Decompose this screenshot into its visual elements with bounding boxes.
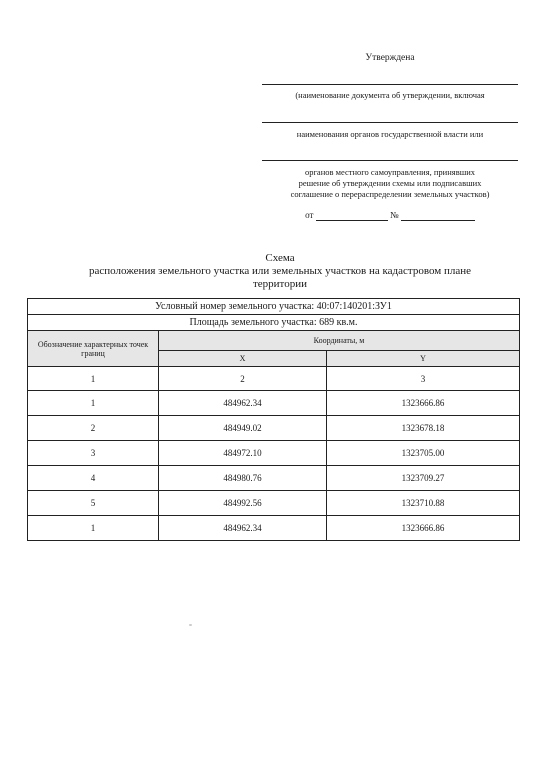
parcel-area-row xyxy=(28,315,520,331)
point-cell: 1 xyxy=(28,391,159,416)
table-row xyxy=(28,491,520,516)
point-column-header: Обозначение характерных точек границ xyxy=(28,331,159,367)
table-header-row xyxy=(28,331,520,351)
x-cell: 484962.34 xyxy=(159,516,327,541)
number-label: № xyxy=(389,210,399,220)
point-cell: 5 xyxy=(28,491,159,516)
approval-title: Утверждена xyxy=(365,53,415,63)
x-cell: 484972.10 xyxy=(159,441,327,466)
date-blank xyxy=(316,211,388,221)
y-column-header: Y xyxy=(327,351,520,367)
parcel-area: Площадь земельного участка: 689 кв.м. xyxy=(28,315,520,331)
point-cell: 3 xyxy=(28,441,159,466)
x-cell: 484949.02 xyxy=(159,416,327,441)
heading-line-1: Схема xyxy=(265,252,295,264)
approval-rule-2 xyxy=(262,122,518,123)
approval-date-number-line xyxy=(262,210,518,221)
approval-rule-1 xyxy=(262,84,518,85)
point-cell: 4 xyxy=(28,466,159,491)
point-cell: 2 xyxy=(28,416,159,441)
x-cell: 484980.76 xyxy=(159,466,327,491)
parcel-number: Условный номер земельного участка: 40:07:140201:ЗУ1 xyxy=(28,299,520,315)
column-number: 3 xyxy=(327,367,520,391)
document-heading xyxy=(60,252,500,291)
stray-mark xyxy=(189,624,192,626)
table-row xyxy=(28,466,520,491)
y-cell: 1323678.18 xyxy=(327,416,520,441)
y-cell: 1323705.00 xyxy=(327,441,520,466)
table-row xyxy=(28,391,520,416)
coords-column-header: Координаты, м xyxy=(159,331,520,351)
point-cell: 1 xyxy=(28,516,159,541)
column-number: 2 xyxy=(159,367,327,391)
column-number-row xyxy=(28,367,520,391)
x-column-header: X xyxy=(159,351,327,367)
table-row xyxy=(28,416,520,441)
y-cell: 1323710.88 xyxy=(327,491,520,516)
coordinates-table xyxy=(27,298,520,541)
approval-caption-5: соглашение о перераспределении земельных участков) xyxy=(290,189,490,199)
y-cell: 1323666.86 xyxy=(327,516,520,541)
x-cell: 484992.56 xyxy=(159,491,327,516)
table-row xyxy=(28,441,520,466)
parcel-number-row xyxy=(28,299,520,315)
from-label: от xyxy=(305,210,314,220)
approval-rule-3 xyxy=(262,160,518,161)
heading-line-3: территории xyxy=(252,278,307,290)
y-cell: 1323666.86 xyxy=(327,391,520,416)
approval-caption-1: (наименование документа об утверждении, включая xyxy=(295,90,485,100)
heading-line-2: расположения земельного участка или земельных участков на кадастровом плане xyxy=(89,265,471,277)
approval-caption-3: органов местного самоуправления, принявших xyxy=(304,167,476,177)
approval-caption-4: решение об утверждении схемы или подписавших xyxy=(298,178,482,188)
x-cell: 484962.34 xyxy=(159,391,327,416)
column-number: 1 xyxy=(28,367,159,391)
table-row xyxy=(28,516,520,541)
y-cell: 1323709.27 xyxy=(327,466,520,491)
number-blank xyxy=(401,211,475,221)
approval-caption-2: наименования органов государственной власти или xyxy=(296,129,484,139)
